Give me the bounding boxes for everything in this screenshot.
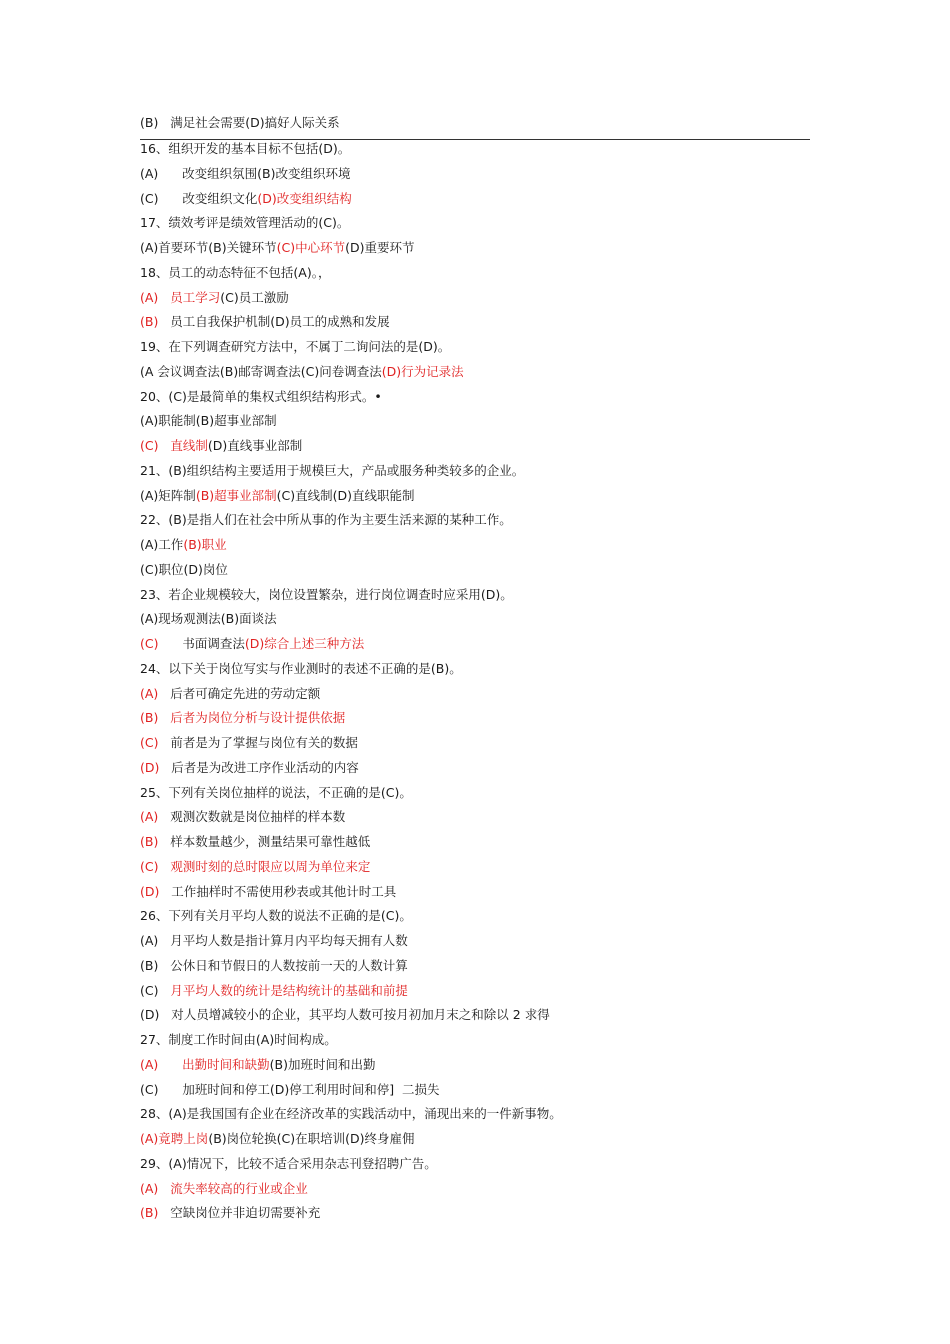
document-line xyxy=(140,460,524,482)
continuation-line xyxy=(140,112,340,134)
text-segment: (C) 加班时间和停工(D)停工利用时间和停] 二损失 xyxy=(140,1081,440,1097)
document-line xyxy=(140,608,277,630)
text-segment: (A)工作 xyxy=(140,537,184,552)
answer-highlight: (D) xyxy=(140,883,160,899)
text-segment: (D)直线事业部制 xyxy=(207,438,303,453)
document-line xyxy=(140,683,320,705)
document-line xyxy=(140,707,345,729)
document-line xyxy=(140,1004,550,1026)
answer-highlight: (A) 出勤时间和缺勤 xyxy=(140,1056,270,1072)
answer-highlight: (B) 后者为岗位分析与设计提供依据 xyxy=(140,710,346,726)
text-segment: 后者是为改进工序作业活动的内容 xyxy=(159,759,359,775)
document-line xyxy=(140,584,513,606)
text-segment: (A)首要环节(B)关键环节 xyxy=(140,240,277,255)
document-line xyxy=(140,1202,320,1224)
text-segment: 23、若企业规模较大，岗位设置繁杂，进行岗位调查时应采用(D)。 xyxy=(140,586,513,602)
text-segment: (D) 对人员增减较小的企业，其平均人数可按月初加月末之和除以 2 求得 xyxy=(140,1007,550,1023)
answer-highlight: (D)改变组织结构 xyxy=(257,190,352,206)
text-segment: 26、下列有关月平均人数的说法不正确的是(C)。 xyxy=(140,908,412,924)
document-line xyxy=(140,930,408,952)
document-line xyxy=(140,1178,308,1200)
document-line xyxy=(140,509,512,531)
text-segment: (A)现场观测法(B)面谈法 xyxy=(140,611,277,627)
text-segment: (C) 改变组织文化 xyxy=(140,190,258,206)
document-line xyxy=(140,1153,437,1175)
answer-highlight: (B)超事业部制 xyxy=(195,487,277,503)
document-line xyxy=(140,757,359,779)
text-segment: 后者可确定先进的劳动定额 xyxy=(158,685,321,701)
answer-highlight: (C) 直线制 xyxy=(140,438,208,453)
answer-highlight: (D)综合上述三种方法 xyxy=(244,636,365,651)
text-segment: (C)员工激励 xyxy=(220,289,289,305)
answer-highlight: 月平均人数的统计是结构统计的基础和前提 xyxy=(170,982,408,998)
text-segment: (A) 改变组织氛围(B)改变组织环境 xyxy=(140,165,351,181)
answer-highlight: (C) xyxy=(140,636,159,651)
document-line xyxy=(140,1054,376,1076)
document-line xyxy=(140,386,382,408)
text-segment: 28、(A)是我国国有企业在经济改革的实践活动中，涌现出来的一件新事物。 xyxy=(140,1106,562,1122)
document-line xyxy=(140,980,408,1002)
answer-highlight: (D) xyxy=(140,759,160,775)
document-line xyxy=(140,212,349,234)
document-line xyxy=(140,534,227,556)
answer-highlight: (A) 流失率较高的行业或企业 xyxy=(140,1180,308,1196)
text-segment: 25、下列有关岗位抽样的说法，不正确的是(C)。 xyxy=(140,784,412,800)
text-segment: 员工自我保护机制(D)员工的成熟和发展 xyxy=(158,314,390,330)
text-segment: (B)加班时间和出勤 xyxy=(269,1056,376,1072)
text-segment: (C) xyxy=(140,982,171,998)
text-segment: 前者是为了掌握与岗位有关的数据 xyxy=(158,735,358,750)
document-line xyxy=(140,559,228,581)
text-segment: 观测次数就是岗位抽样的样本数 xyxy=(158,809,346,825)
document-line xyxy=(140,311,390,333)
answer-highlight: (A) xyxy=(140,685,159,701)
document-line xyxy=(140,856,370,878)
answer-highlight: (B) xyxy=(140,834,159,849)
document-line xyxy=(140,410,277,432)
answer-highlight: (B) xyxy=(140,314,159,330)
answer-highlight: (A) 员工学习 xyxy=(140,289,221,305)
document-line xyxy=(140,782,412,804)
document-line xyxy=(140,732,358,754)
answer-highlight: (D)行为记录法 xyxy=(381,363,464,379)
text-segment: 20、(C)是最简单的集权式组织结构形式。• xyxy=(140,388,382,404)
document-line xyxy=(140,237,415,259)
document-line xyxy=(140,336,450,358)
answer-highlight: (C) 观测时刻的总时限应以周为单位来定 xyxy=(140,858,371,874)
text-segment: 29、(A)情况下，比较不适合采用杂志刊登招聘广告。 xyxy=(140,1155,437,1171)
text-segment: (A) 月平均人数是指计算月内平均每天拥有人数 xyxy=(140,933,408,948)
text-segment: (A)职能制(B)超事业部制 xyxy=(140,413,277,429)
text-segment: 16、组织开发的基本目标不包括(D)。 xyxy=(140,141,351,156)
document-line xyxy=(140,806,345,828)
text-segment: 19、在下列调查研究方法中，不属丁二询问法的是(D)。 xyxy=(140,339,451,354)
answer-highlight: (A)竟聘上岗 xyxy=(140,1131,209,1146)
answer-highlight: (B) xyxy=(140,1205,159,1221)
text-segment: (C)职位(D)岗位 xyxy=(140,561,228,577)
text-segment: (C)直线制(D)直线职能制 xyxy=(276,487,415,503)
text-segment: 27、制度工作时间由(A)时间构成。 xyxy=(140,1032,337,1047)
document-line xyxy=(140,262,330,284)
text-segment: 书面调查法 xyxy=(158,636,245,651)
text-segment: 样本数量越少，测量结果可靠性越低 xyxy=(158,834,371,849)
answer-highlight: (C)中心环节 xyxy=(276,240,346,255)
document-line xyxy=(140,1079,440,1101)
document-line xyxy=(140,881,396,903)
text-segment: 21、(B)组织结构主要适用于规模巨大，产品或服务种类较多的企业。 xyxy=(140,462,525,478)
document-line xyxy=(140,138,350,160)
document-line xyxy=(140,163,350,185)
document-line xyxy=(140,831,370,853)
document-line xyxy=(140,485,415,507)
text-segment: 空缺岗位并非迫切需要补充 xyxy=(158,1205,321,1221)
text-segment: 18、员工的动态特征不包括(A)。， xyxy=(140,264,331,280)
text-segment: 24、以下关于岗位写实与作业测时的表述不正确的是(B)。 xyxy=(140,660,462,676)
answer-highlight: (C) xyxy=(140,735,159,750)
text-segment: (B) 满足社会需要(D)搞好人际关系 xyxy=(140,115,340,130)
text-segment: 17、绩效考评是绩效管理活动的(C)。 xyxy=(140,215,350,231)
document-line xyxy=(140,1103,562,1125)
document-line xyxy=(140,435,302,457)
document-line xyxy=(140,658,462,680)
text-segment: (A)矩阵制 xyxy=(140,487,196,503)
document-line xyxy=(140,955,408,977)
document-line xyxy=(140,633,364,655)
document-line xyxy=(140,905,412,927)
document-line xyxy=(140,361,464,383)
answer-highlight: (A) xyxy=(140,809,159,825)
document-line xyxy=(140,1029,337,1051)
answer-highlight: (B)职业 xyxy=(183,537,227,552)
text-segment: 工作抽样时不需使用秒表或其他计时工具 xyxy=(159,883,397,899)
text-segment: (B) 公休日和节假日的人数按前一天的人数计算 xyxy=(140,957,408,973)
text-segment: (A 会议调查法(B)邮寄调查法(C)问卷调查法 xyxy=(140,363,382,379)
document-line xyxy=(140,1128,415,1150)
document-line xyxy=(140,188,352,210)
document-line xyxy=(140,287,289,309)
text-segment: (B)岗位轮换(C)在职培训(D)终身雇佣 xyxy=(208,1131,415,1146)
text-segment: (D)重要环节 xyxy=(345,240,415,255)
text-segment: 22、(B)是指人们在社会中所从事的作为主要生活来源的某种工作。 xyxy=(140,512,512,528)
